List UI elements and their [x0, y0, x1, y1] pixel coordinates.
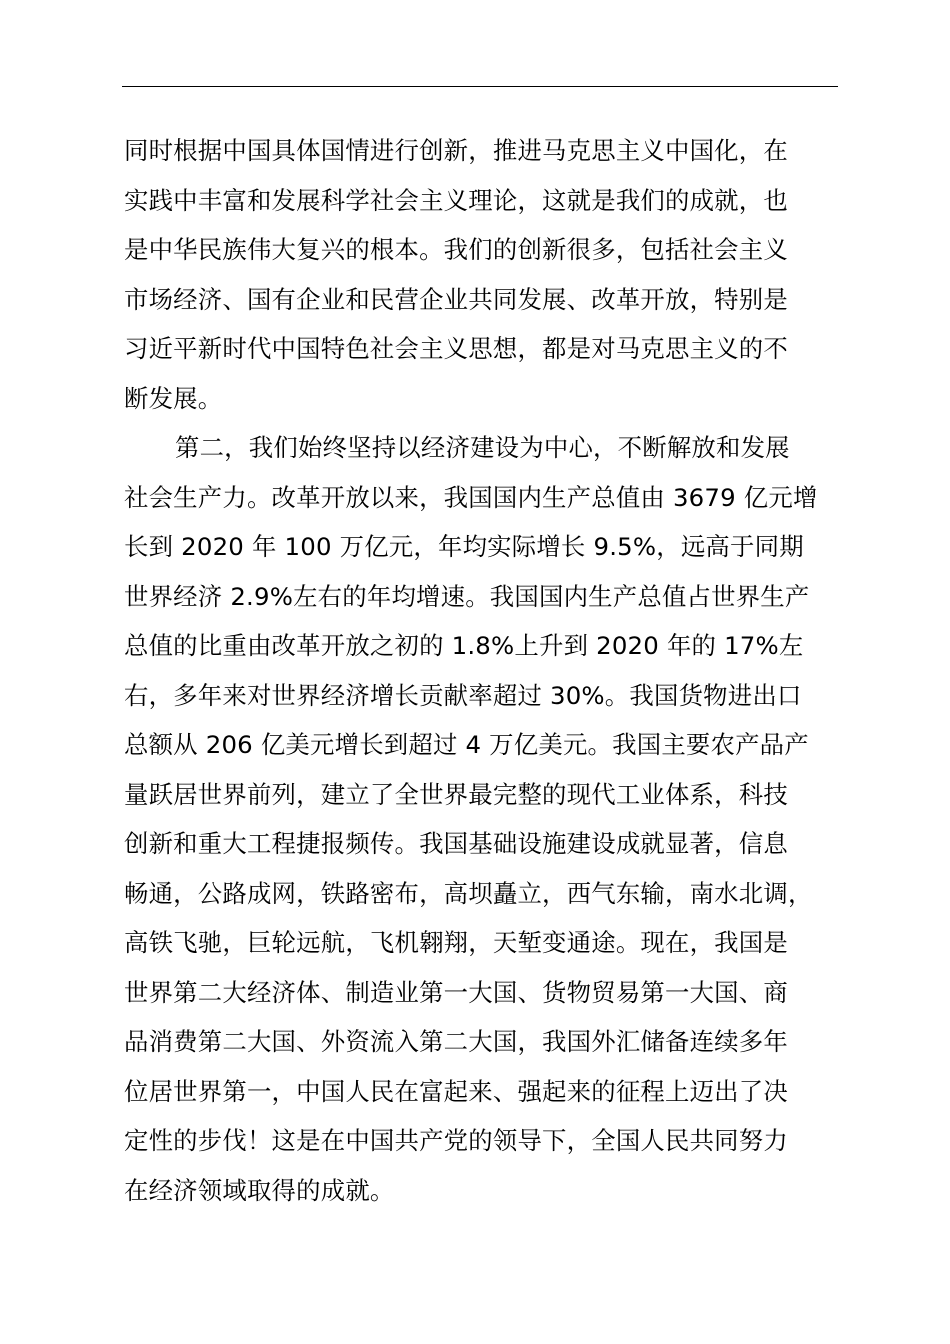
text-line-indented: 第二，我们始终坚持以经济建设为中心，不断解放和发展 [175, 433, 790, 462]
text-line: 社会生产力。改革开放以来，我国国内生产总值由 3679 亿元增 [124, 482, 818, 512]
header-rule [122, 86, 838, 87]
text-line: 习近平新时代中国特色社会主义思想，都是对马克思主义的不 [124, 334, 788, 363]
text-line: 世界第二大经济体、制造业第一大国、货物贸易第一大国、商 [124, 977, 788, 1007]
text-line: 长到 2020 年 100 万亿元，年均实际增长 9.5%，远高于同期 [124, 532, 804, 561]
text-line: 总值的比重由改革开放之初的 1.8%上升到 2020 年的 17%左 [124, 631, 804, 660]
text-line: 世界经济 2.9%左右的年均增速。我国国内生产总值占世界生产 [124, 581, 810, 611]
text-line: 畅通，公路成网，铁路密布，高坝矗立，西气东输，南水北调， [124, 878, 813, 908]
text-line: 量跃居世界前列，建立了全世界最完整的现代工业体系，科技 [124, 779, 788, 809]
text-line: 右，多年来对世界经济增长贡献率超过 30%。我国货物进出口 [124, 680, 802, 710]
paragraph-continuation [124, 126, 854, 423]
text-line: 定性的步伐！这是在中国共产党的领导下，全国人民共同努力 [124, 1126, 788, 1155]
text-line: 位居世界第一，中国人民在富起来、强起来的征程上迈出了决 [124, 1076, 788, 1106]
text-line: 创新和重大工程捷报频传。我国基础设施建设成就显著，信息 [124, 829, 788, 858]
body-text [124, 126, 854, 1215]
text-line: 品消费第二大国、外资流入第二大国，我国外汇储备连续多年 [124, 1027, 788, 1056]
text-line: 高铁飞驰，巨轮远航，飞机翱翔，天堑变通途。现在，我国是 [124, 928, 788, 957]
paragraph-second-point [124, 423, 854, 1215]
text-line: 总额从 206 亿美元增长到超过 4 万亿美元。我国主要农产品产 [124, 730, 809, 759]
text-line: 在经济领域取得的成就。 [124, 1175, 395, 1205]
text-line: 是中华民族伟大复兴的根本。我们的创新很多，包括社会主义 [124, 235, 788, 264]
text-line: 同时根据中国具体国情进行创新，推进马克思主义中国化，在 [124, 136, 788, 165]
text-line: 市场经济、国有企业和民营企业共同发展、改革开放，特别是 [124, 284, 788, 314]
text-line: 实践中丰富和发展科学社会主义理论，这就是我们的成就，也 [124, 185, 788, 215]
text-line: 断发展。 [124, 383, 223, 413]
